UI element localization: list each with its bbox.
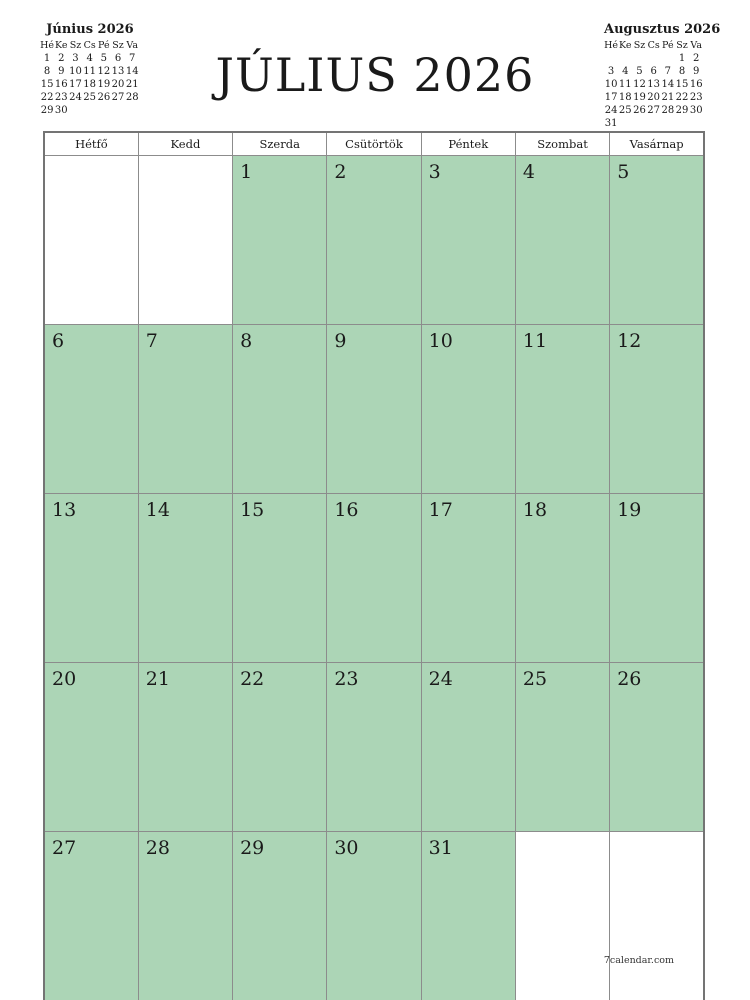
- mini-august-day-9: 9: [693, 66, 700, 77]
- mini-august-day-4: 4: [622, 66, 629, 77]
- day-cell-15: [233, 494, 327, 663]
- week-row-5: [44, 832, 704, 1000]
- day-cell-29: [233, 832, 327, 1000]
- day-cell-17: [421, 494, 515, 663]
- day-cell-13: [44, 494, 138, 663]
- day-cell-31: [421, 832, 515, 1000]
- main-calendar: [43, 131, 705, 1000]
- mini-august-day-18: 18: [618, 92, 632, 103]
- month-title: JÚLIUS 2026: [215, 48, 535, 102]
- mini-august-day-31: 31: [604, 118, 618, 129]
- mini-august-day-16: 16: [689, 79, 703, 90]
- mini-august-day-1: 1: [678, 53, 686, 64]
- mini-june-day-20: 20: [111, 79, 125, 90]
- mini-june-blank: [97, 104, 111, 117]
- day-number-1: 1: [240, 161, 253, 183]
- empty-cell: [44, 156, 138, 325]
- mini-august-weekday-0: Hé: [604, 40, 619, 51]
- day-number-28: 28: [145, 837, 170, 859]
- main-weekday-row: [44, 132, 704, 156]
- mini-june-day-21: 21: [125, 79, 139, 90]
- day-number-27: 27: [52, 837, 77, 859]
- day-number-20: 20: [52, 668, 77, 690]
- mini-june-blank: [125, 104, 139, 117]
- day-number-5: 5: [617, 161, 630, 183]
- day-number-11: 11: [522, 330, 548, 352]
- mini-june-day-29: 29: [40, 105, 54, 116]
- day-cell-11: [515, 325, 609, 494]
- day-number-18: 18: [522, 499, 548, 521]
- week-row-4: [44, 663, 704, 832]
- mini-august-day-27: 27: [647, 105, 661, 116]
- mini-june-day-28: 28: [125, 92, 139, 103]
- day-number-21: 21: [145, 668, 170, 690]
- mini-august-weekday-3: Cs: [647, 40, 660, 51]
- mini-june-weekday-0: Hé: [40, 40, 55, 51]
- day-cell-14: [138, 494, 232, 663]
- mini-august-day-17: 17: [604, 92, 618, 103]
- mini-august-blank: [618, 117, 632, 130]
- day-cell-18: [515, 494, 609, 663]
- day-cell-3: [421, 156, 515, 325]
- weekday-header-5: Szombat: [515, 132, 609, 156]
- mini-august-day-12: 12: [633, 79, 646, 90]
- day-number-15: 15: [240, 499, 265, 521]
- mini-august-blank: [632, 117, 646, 130]
- day-number-23: 23: [334, 668, 359, 690]
- mini-august-blank: [675, 117, 689, 130]
- mini-june-day-10: 10: [69, 66, 82, 77]
- mini-june-day-24: 24: [69, 92, 82, 103]
- day-number-8: 8: [240, 330, 253, 352]
- mini-june-day-18: 18: [83, 79, 97, 90]
- day-number-22: 22: [240, 668, 265, 690]
- day-cell-10: [421, 325, 515, 494]
- day-cell-19: [610, 494, 704, 663]
- day-cell-23: [327, 663, 421, 832]
- mini-august-day-30: 30: [689, 105, 703, 116]
- week-row-3: [44, 494, 704, 663]
- mini-august-day-19: 19: [633, 92, 646, 103]
- mini-august-weekday-6: Va: [690, 40, 703, 51]
- day-cell-27: [44, 832, 138, 1000]
- mini-august-day-10: 10: [604, 79, 618, 90]
- mini-june-day-25: 25: [83, 92, 97, 103]
- mini-june-weekday-4: Pé: [98, 40, 110, 51]
- mini-june-day-22: 22: [40, 92, 54, 103]
- mini-june-weekday-1: Ke: [55, 40, 68, 51]
- day-number-9: 9: [334, 330, 347, 352]
- mini-august-day-22: 22: [675, 92, 689, 103]
- mini-june-blank: [111, 104, 125, 117]
- weekday-header-1: Kedd: [138, 132, 232, 156]
- mini-august-day-20: 20: [647, 92, 661, 103]
- mini-august-day-8: 8: [678, 66, 686, 77]
- mini-august-title: Augusztus 2026: [604, 22, 721, 37]
- mini-august-weekday-4: Pé: [662, 40, 674, 51]
- day-cell-28: [138, 832, 232, 1000]
- mini-august-day-6: 6: [650, 66, 657, 77]
- mini-august-day-25: 25: [618, 105, 632, 116]
- mini-august-day-11: 11: [618, 79, 632, 90]
- day-number-29: 29: [240, 837, 265, 859]
- day-number-10: 10: [428, 330, 453, 352]
- day-cell-6: [44, 325, 138, 494]
- mini-june-day-14: 14: [125, 66, 139, 77]
- mini-june-day-23: 23: [54, 92, 68, 103]
- mini-august-day-7: 7: [664, 66, 672, 77]
- mini-june-title: Június 2026: [46, 22, 134, 37]
- mini-august-day-15: 15: [675, 79, 689, 90]
- mini-june-weekday-3: Cs: [83, 40, 96, 51]
- mini-june-day-17: 17: [69, 79, 82, 90]
- mini-june-day-7: 7: [129, 53, 136, 64]
- day-number-6: 6: [52, 330, 65, 352]
- mini-june-day-1: 1: [43, 53, 51, 64]
- week-row-1: [44, 156, 704, 325]
- mini-august-day-24: 24: [604, 105, 618, 116]
- day-number-30: 30: [334, 837, 359, 859]
- mini-august-day-13: 13: [647, 79, 661, 90]
- mini-june-day-30: 30: [54, 105, 68, 116]
- day-cell-16: [327, 494, 421, 663]
- day-number-24: 24: [428, 668, 453, 690]
- day-number-3: 3: [428, 161, 441, 183]
- day-cell-12: [610, 325, 704, 494]
- mini-august-day-14: 14: [661, 79, 675, 90]
- day-cell-22: [233, 663, 327, 832]
- mini-june-day-15: 15: [40, 79, 54, 90]
- mini-june-day-27: 27: [111, 92, 125, 103]
- day-cell-25: [515, 663, 609, 832]
- main-calendar-body: [44, 156, 704, 1000]
- mini-august-day-29: 29: [675, 105, 689, 116]
- mini-june-day-11: 11: [83, 66, 97, 77]
- day-number-25: 25: [522, 668, 548, 690]
- day-cell-8: [233, 325, 327, 494]
- mini-august-day-21: 21: [661, 92, 675, 103]
- mini-june-weekday-6: Va: [126, 40, 139, 51]
- day-number-13: 13: [52, 499, 77, 521]
- day-cell-5: [610, 156, 704, 325]
- weekday-header-6: Vasárnap: [610, 132, 704, 156]
- week-row-2: [44, 325, 704, 494]
- day-cell-4: [515, 156, 609, 325]
- mini-june-day-9: 9: [58, 66, 65, 77]
- mini-june-day-3: 3: [72, 53, 79, 64]
- mini-june-blank: [68, 104, 82, 117]
- mini-june-day-6: 6: [114, 53, 122, 64]
- mini-august-day-28: 28: [661, 105, 675, 116]
- day-number-19: 19: [617, 499, 642, 521]
- mini-august-weekday-5: Sz: [676, 40, 688, 51]
- day-number-26: 26: [617, 668, 642, 690]
- mini-august-day-23: 23: [689, 92, 703, 103]
- weekday-header-3: Csütörtök: [327, 132, 421, 156]
- mini-june-day-8: 8: [43, 66, 51, 77]
- day-number-14: 14: [145, 499, 170, 521]
- mini-june-day-19: 19: [97, 79, 111, 90]
- day-number-7: 7: [145, 330, 158, 352]
- day-cell-1: [233, 156, 327, 325]
- weekday-header-0: Hétfő: [44, 132, 138, 156]
- empty-cell: [610, 832, 704, 1000]
- mini-june-day-12: 12: [97, 66, 111, 77]
- mini-june-day-2: 2: [58, 53, 65, 64]
- day-number-31: 31: [428, 837, 453, 859]
- day-number-16: 16: [334, 499, 359, 521]
- mini-august-blank: [689, 117, 703, 130]
- day-cell-30: [327, 832, 421, 1000]
- mini-june-day-16: 16: [54, 79, 68, 90]
- mini-june-weekday-5: Sz: [112, 40, 124, 51]
- mini-june-day-5: 5: [100, 53, 108, 64]
- day-cell-21: [138, 663, 232, 832]
- day-number-2: 2: [334, 161, 347, 183]
- day-number-4: 4: [522, 161, 535, 183]
- mini-august-day-3: 3: [607, 66, 615, 77]
- mini-june-day-26: 26: [97, 92, 111, 103]
- day-cell-26: [610, 663, 704, 832]
- mini-august-blank: [661, 117, 675, 130]
- day-number-17: 17: [428, 499, 453, 521]
- day-cell-24: [421, 663, 515, 832]
- mini-august-day-2: 2: [693, 53, 700, 64]
- mini-august-weekday-2: Sz: [633, 40, 646, 51]
- empty-cell: [515, 832, 609, 1000]
- mini-august-day-5: 5: [636, 66, 643, 77]
- mini-august-weekday-1: Ke: [619, 40, 632, 51]
- watermark: 7calendar.com: [603, 955, 674, 966]
- weekday-header-2: Szerda: [233, 132, 327, 156]
- weekday-header-4: Péntek: [421, 132, 515, 156]
- day-cell-7: [138, 325, 232, 494]
- mini-august-blank: [647, 117, 661, 130]
- mini-june-day-4: 4: [86, 53, 93, 64]
- day-cell-9: [327, 325, 421, 494]
- day-number-12: 12: [617, 330, 642, 352]
- mini-june-blank: [83, 104, 97, 117]
- day-cell-20: [44, 663, 138, 832]
- day-cell-2: [327, 156, 421, 325]
- empty-cell: [138, 156, 232, 325]
- mini-august-day-26: 26: [633, 105, 646, 116]
- mini-june-weekday-2: Sz: [69, 40, 82, 51]
- mini-june-day-13: 13: [111, 66, 125, 77]
